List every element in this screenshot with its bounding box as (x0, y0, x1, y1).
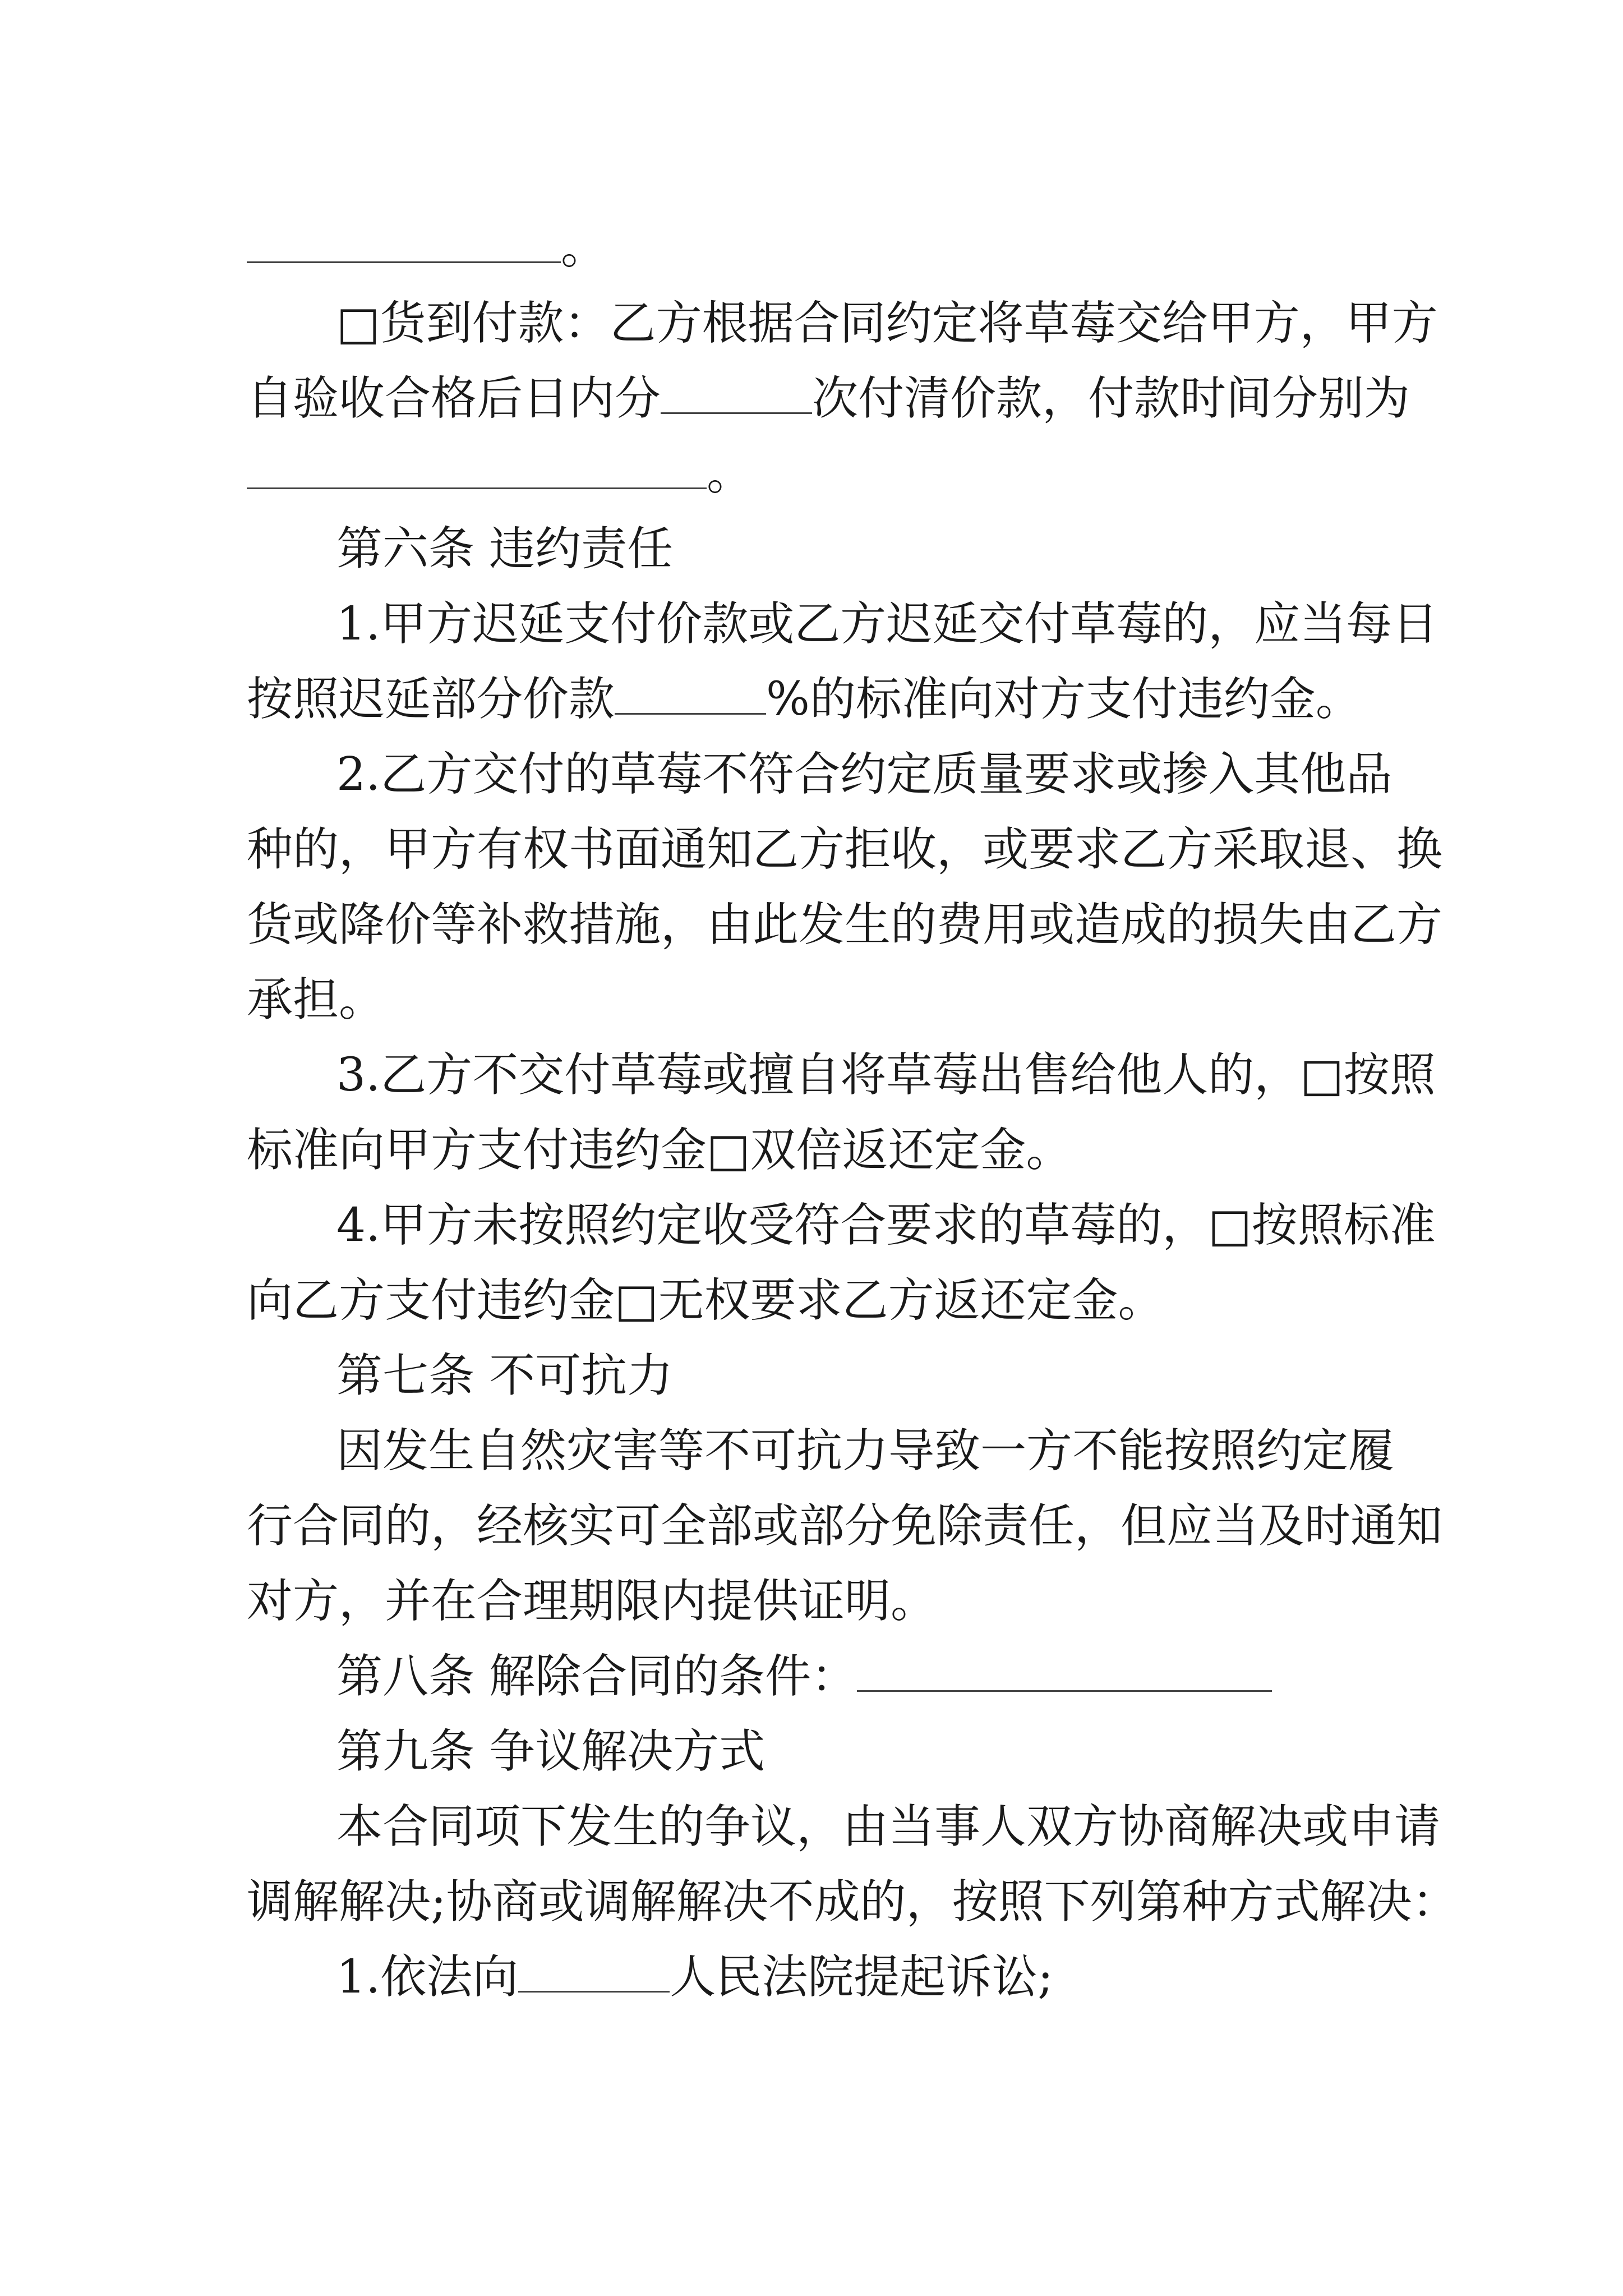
clause-line: 调解解决;协商或调解解决不成的，按照下列第种方式解决： (247, 1875, 1458, 1929)
clause-6-3: 3.乙方不交付草莓或擅自将草莓出售给他人的，□按照 (336, 1048, 1436, 1102)
article-9-heading: 第九条 争议解决方式 (336, 1725, 766, 1778)
fill-blank[interactable] (247, 462, 707, 489)
clause-line: 货或降价等补救措施，由此发生的费用或造成的损失由乙方 (247, 898, 1443, 951)
clause-line: 对方，并在合理期限内提供证明。 (247, 1575, 937, 1628)
clause-line: 按照迟延部分价款 %的标准向对方支付违约金。 (247, 673, 1362, 726)
clause-6-4: 4.甲方未按照约定收受符合要求的草莓的，□按照标准 (336, 1199, 1436, 1252)
clause-line: 承担。 (247, 973, 385, 1027)
fill-blank[interactable] (661, 387, 812, 414)
clause-line: 标准向甲方支付违约金□双倍返还定金。 (247, 1124, 1072, 1177)
fill-blank[interactable] (518, 1966, 670, 1993)
clause-line: 。 (247, 446, 1385, 502)
line-continuation-blank: 。 (247, 220, 1385, 276)
article-8-heading: 第八条 解除合同的条件： (336, 1649, 1385, 1705)
clause-line: 行合同的，经核实可全部或部分免除责任，但应当及时通知 (247, 1499, 1443, 1553)
clause-cash-on-delivery: □货到付款：乙方根据合同约定将草莓交给甲方，甲方 (336, 297, 1438, 350)
clause-line: 种的，甲方有权书面通知乙方拒收，或要求乙方采取退、换 (247, 823, 1443, 876)
clause-9: 本合同项下发生的争议，由当事人双方协商解决或申请 (336, 1800, 1441, 1853)
fill-blank[interactable] (857, 1665, 1272, 1692)
clause-6-2: 2.乙方交付的草莓不符合约定质量要求或掺入其他品 (336, 748, 1393, 801)
clause-line: 向乙方支付违约金□无权要求乙方返还定金。 (247, 1274, 1164, 1327)
clause-7: 因发生自然灾害等不可抗力导致一方不能按照约定履 (336, 1424, 1395, 1478)
fill-blank[interactable] (615, 688, 766, 715)
clause-6-1: 1.甲方迟延支付价款或乙方迟延交付草莓的，应当每日 (336, 597, 1438, 651)
article-6-heading: 第六条 违约责任 (336, 522, 674, 576)
clause-9-1: 1.依法向 人民法院提起诉讼; (336, 1950, 1053, 2004)
article-7-heading: 第七条 不可抗力 (336, 1349, 674, 1402)
fill-blank[interactable] (247, 236, 561, 263)
clause-line: 自验收合格后日内分 次付清价款，付款时间分别为 (247, 372, 1410, 425)
